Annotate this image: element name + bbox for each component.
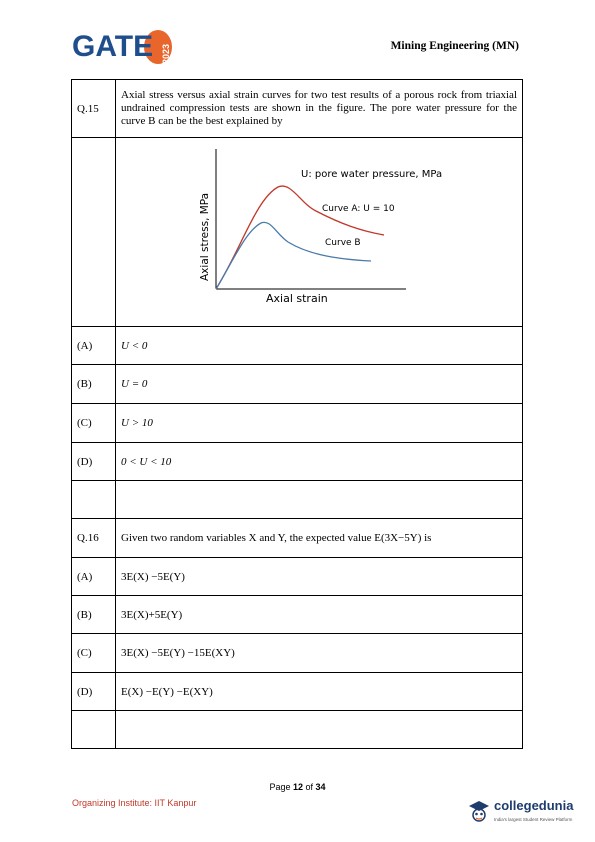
q16-option-a-row (72, 558, 523, 596)
option-label: (B) (72, 596, 116, 634)
spacer-row (72, 711, 523, 749)
legend-title: U: pore water pressure, MPa (301, 168, 443, 180)
q15-option-a-row (72, 327, 523, 365)
q15-number: Q.15 (72, 80, 116, 138)
option-label: (C) (72, 404, 116, 443)
brand-name: collegedunia (494, 798, 574, 813)
curve-b (216, 222, 371, 289)
q15-option-d-row (72, 443, 523, 481)
subject-title: Mining Engineering (MN) (390, 40, 519, 52)
q16-row (72, 519, 523, 558)
collegedunia-logo (466, 795, 586, 835)
option-text: 3E(X) −5E(Y) (116, 558, 523, 596)
option-text: E(X) −E(Y) −E(XY) (116, 673, 523, 711)
option-text: U = 0 (116, 365, 523, 404)
option-label: (D) (72, 673, 116, 711)
question-table (71, 79, 523, 749)
page-prefix: Page (269, 782, 293, 792)
q15-row (72, 80, 523, 138)
figure-cell (116, 138, 523, 327)
option-text: 0 < U < 10 (116, 443, 523, 481)
curve-a-label: Curve A: U = 10 (322, 203, 395, 214)
q15-option-b-row (72, 365, 523, 404)
option-text: 3E(X)+5E(Y) (116, 596, 523, 634)
empty-cell (72, 711, 116, 749)
option-label: (D) (72, 443, 116, 481)
option-label: (C) (72, 634, 116, 673)
empty-cell (116, 711, 523, 749)
option-text: 3E(X) −5E(Y) −15E(XY) (116, 634, 523, 673)
page-number (0, 782, 595, 792)
organizing-institute: Organizing Institute: IIT Kanpur (72, 798, 197, 808)
x-axis-label: Axial strain (266, 291, 328, 305)
stress-strain-figure (116, 139, 521, 326)
empty-cell (72, 481, 116, 519)
q15-figure-row (72, 138, 523, 327)
empty-cell (72, 138, 116, 327)
empty-cell (116, 481, 523, 519)
brand-tagline: India's largest Student Review Platform (494, 817, 573, 822)
gate-logo (72, 28, 182, 72)
q16-option-d-row (72, 673, 523, 711)
option-label: (A) (72, 558, 116, 596)
curve-b-label: Curve B (325, 237, 361, 248)
q16-option-b-row (72, 596, 523, 634)
graduate-icon (468, 799, 490, 825)
logo-text: GATE (72, 30, 154, 63)
option-label: (B) (72, 365, 116, 404)
q16-text: Given two random variables X and Y, the expected value E(3X−5Y) is (116, 519, 523, 558)
y-axis-label: Axial stress, MPa (199, 192, 211, 281)
q15-text: Axial stress versus axial strain curves for two test results of a porous rock from triaxial undrained compression tests are shown in the figure. The pore water pressure for the curve B can be the best explained by (116, 80, 523, 138)
spacer-row (72, 481, 523, 519)
current-page: 12 (292, 782, 303, 792)
option-label: (A) (72, 327, 116, 365)
q16-option-c-row (72, 634, 523, 673)
option-text: U > 10 (116, 404, 523, 443)
logo-year: 2023 (161, 43, 171, 64)
total-pages: 34 (315, 782, 326, 792)
option-text: U < 0 (116, 327, 523, 365)
page-of: of (303, 782, 316, 792)
q16-number: Q.16 (72, 519, 116, 558)
q15-option-c-row (72, 404, 523, 443)
